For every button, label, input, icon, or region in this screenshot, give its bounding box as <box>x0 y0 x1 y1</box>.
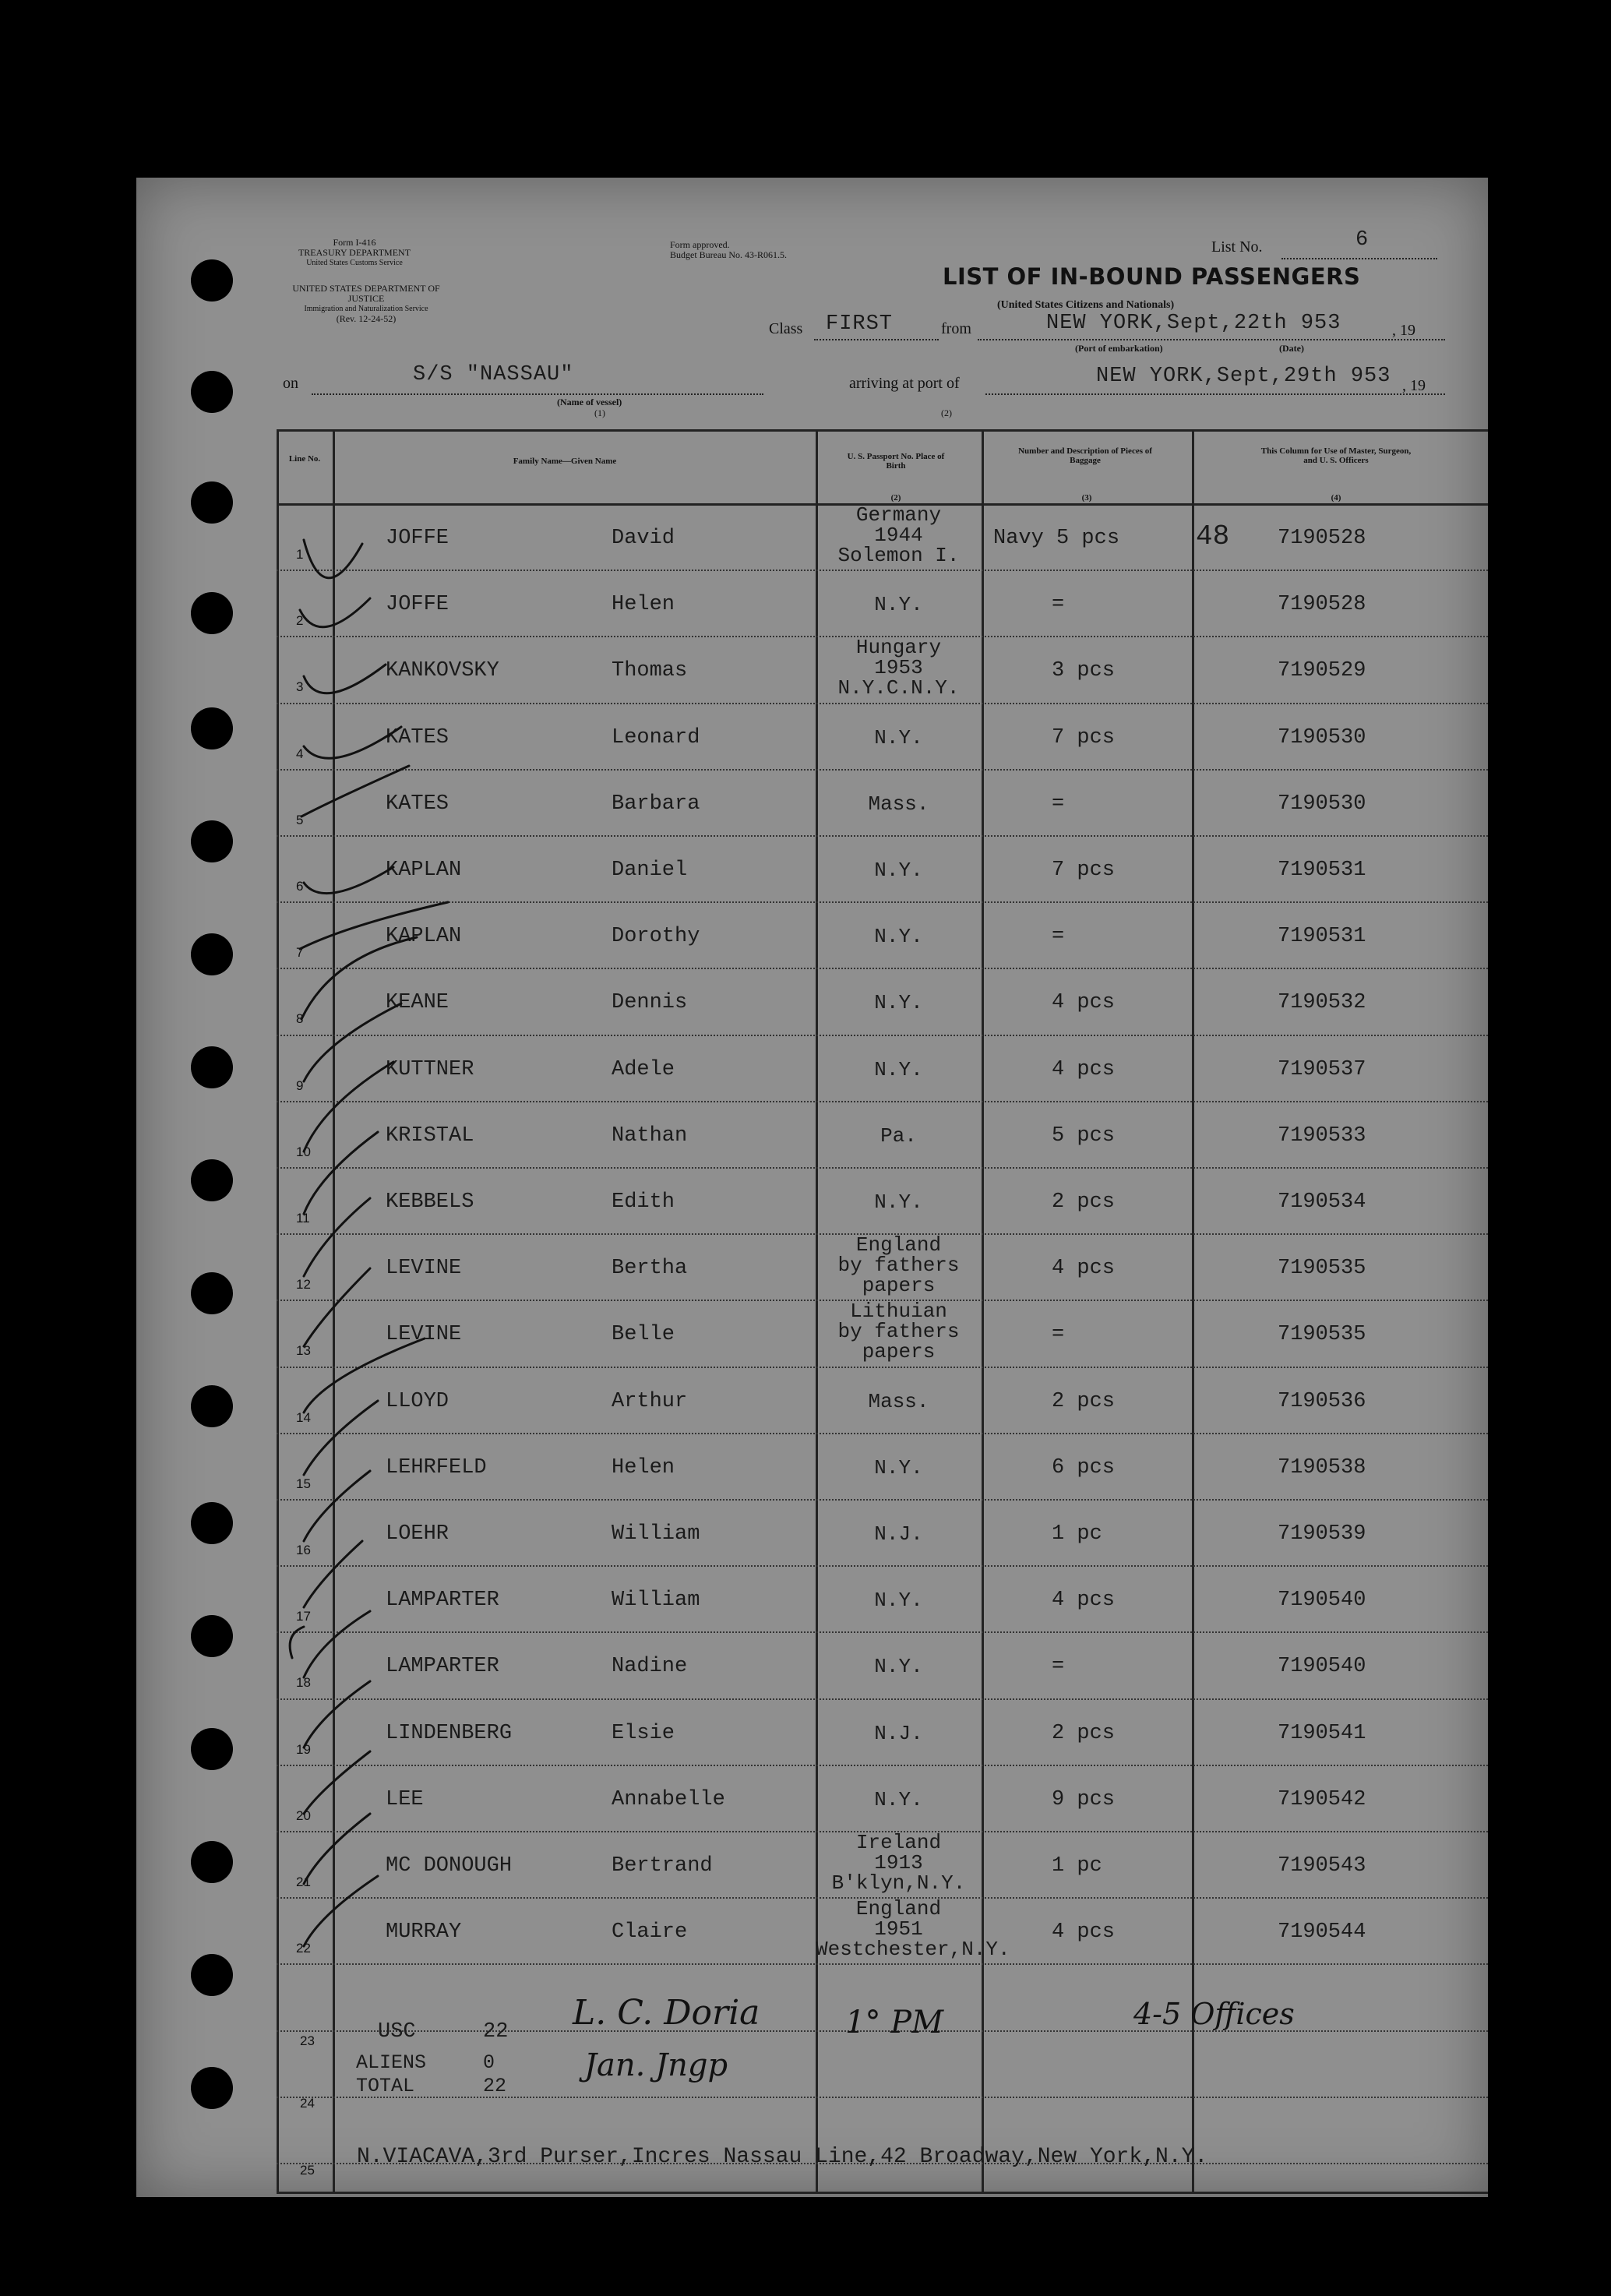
baggage: 4 pcs <box>1052 1057 1116 1081</box>
birth-line: N.Y. <box>874 1655 923 1679</box>
officer-number: 7190528 <box>1278 527 1366 550</box>
birth-line: N.Y. <box>874 925 923 949</box>
col-header-line: Line No. <box>288 454 321 464</box>
birth-line: 1951 <box>874 1917 923 1942</box>
birth-line: N.Y. <box>874 991 923 1015</box>
total-count: 22 <box>483 2075 507 2097</box>
given-name: Daniel <box>612 859 688 882</box>
family-name: LINDENBERG <box>386 1721 513 1745</box>
line-number: 8 <box>296 1011 304 1027</box>
family-name: LOEHR <box>386 1522 449 1546</box>
birth-line: papers <box>862 1274 936 1298</box>
line-number: 2 <box>296 613 304 629</box>
line-number: 18 <box>296 1675 311 1691</box>
line-number: 10 <box>296 1144 311 1159</box>
given-name: Edith <box>612 1190 675 1214</box>
birth-line: 1913 <box>874 1851 923 1875</box>
family-name: LLOYD <box>386 1389 449 1413</box>
officer-number: 7190530 <box>1278 792 1366 816</box>
col-header-officers: This Column for Use of Master, Surgeon, and U. S. Officers <box>1260 446 1412 465</box>
col-header-name: Family Name—Given Name <box>513 457 617 466</box>
given-name: William <box>612 1589 700 1613</box>
birth-line: N.Y. <box>874 593 923 617</box>
line-number-25: 25 <box>300 2163 315 2178</box>
baggage: 4 pcs <box>1052 1257 1116 1281</box>
baggage: = <box>1052 593 1065 617</box>
line-number: 7 <box>296 945 304 961</box>
line-number: 13 <box>296 1343 311 1359</box>
birth-line: 1953 <box>874 656 923 680</box>
baggage: 2 pcs <box>1052 1721 1116 1745</box>
birth-line: papers <box>862 1340 936 1364</box>
birth-line: by fathers <box>837 1320 960 1344</box>
vessel-name: S/S "NASSAU" <box>413 363 574 386</box>
officer-number: 7190536 <box>1278 1389 1366 1413</box>
baggage: 2 pcs <box>1052 1190 1116 1214</box>
family-name: LEVINE <box>386 1257 462 1281</box>
birth-line: B'klyn,N.Y. <box>831 1871 966 1895</box>
given-name: Helen <box>612 1455 675 1480</box>
date-caption: (Date) <box>1279 343 1304 354</box>
birth-line: N.Y. <box>874 1190 923 1214</box>
family-name: LEHRFELD <box>386 1455 487 1480</box>
baggage: 9 pcs <box>1052 1787 1116 1811</box>
family-name: JOFFE <box>386 593 449 617</box>
baggage: 5 pcs <box>1052 1123 1116 1148</box>
given-name: Barbara <box>612 792 700 816</box>
handwritten-signature-1: L. C. Doria <box>573 1993 760 2033</box>
col-header-officers-num: (4) <box>1331 493 1341 503</box>
line-number: 12 <box>296 1277 311 1293</box>
line-number: 22 <box>296 1941 311 1956</box>
line-number: 4 <box>296 746 304 761</box>
usc-label: USC <box>378 2020 416 2044</box>
line-number: 19 <box>296 1741 311 1757</box>
birth-line: N.J. <box>874 1522 923 1546</box>
birth-line: Lithuian <box>850 1300 947 1324</box>
baggage: = <box>1052 1655 1065 1679</box>
officer-number: 7190544 <box>1278 1920 1366 1945</box>
given-name: Bertha <box>612 1257 688 1281</box>
given-name: Belle <box>612 1323 675 1347</box>
family-name: KATES <box>386 792 449 816</box>
on-label: on <box>283 375 298 392</box>
birth-line: England <box>855 1233 942 1257</box>
col-header-passport-num: (2) <box>890 493 901 503</box>
birth-line: Westchester,N.Y. <box>816 1938 1010 1962</box>
line-number: 5 <box>296 812 304 827</box>
officer-number: 7190531 <box>1278 859 1366 882</box>
handwritten-note: 4-5 Offices <box>1133 1997 1295 2031</box>
pen-check-marks <box>136 178 1488 2197</box>
given-name: Nadine <box>612 1655 688 1679</box>
line-number: 3 <box>296 679 304 695</box>
family-name: KAPLAN <box>386 925 462 949</box>
family-name: JOFFE <box>386 527 449 550</box>
officer-number: 7190539 <box>1278 1522 1366 1546</box>
handwritten-signature-2: Jan. Jngp <box>584 2047 728 2083</box>
aliens-label: ALIENS <box>356 2051 427 2074</box>
given-name: William <box>612 1522 700 1546</box>
line-number-24: 24 <box>300 2096 315 2111</box>
page-subtitle: (United States Citizens and Nationals) <box>997 299 1175 311</box>
line-number: 20 <box>296 1808 311 1823</box>
manifest-sheet <box>136 178 1488 2197</box>
family-name: KEBBELS <box>386 1190 474 1214</box>
given-name: Thomas <box>612 659 688 683</box>
given-name: Helen <box>612 593 675 617</box>
officer-number: 7190540 <box>1278 1655 1366 1679</box>
baggage: = <box>1052 925 1065 949</box>
given-name: Dorothy <box>612 925 700 949</box>
baggage: Navy 5 pcs <box>993 527 1120 550</box>
purser-signature-line: N.VIACAVA,3rd Purser,Incres Nassau Line,42 Broadway,New York,N.Y. <box>357 2145 1208 2169</box>
baggage: 2 pcs <box>1052 1389 1116 1413</box>
family-name: LAMPARTER <box>386 1589 499 1613</box>
given-name: Arthur <box>612 1389 688 1413</box>
line-number: 15 <box>296 1476 311 1491</box>
total-label: TOTAL <box>356 2075 415 2097</box>
family-name: KRISTAL <box>386 1123 474 1148</box>
col-header-baggage: Number and Description of Pieces of Baggage <box>1018 446 1152 465</box>
given-name: Leonard <box>612 725 700 749</box>
line-number: 11 <box>296 1211 310 1226</box>
birth-line: N.Y. <box>874 1057 923 1081</box>
baggage: = <box>1052 792 1065 816</box>
officer-number: 7190541 <box>1278 1721 1366 1745</box>
birth-line: N.Y. <box>874 859 923 882</box>
dept-justice: UNITED STATES DEPARTMENT OF JUSTICE <box>292 283 440 304</box>
baggage: 3 pcs <box>1052 659 1116 683</box>
arriving-caption-num: (2) <box>941 407 952 418</box>
officer-number: 7190530 <box>1278 725 1366 749</box>
given-name: Dennis <box>612 991 688 1015</box>
birth-line: N.Y. <box>874 725 923 749</box>
officer-number: 7190540 <box>1278 1589 1366 1613</box>
baggage: 6 pcs <box>1052 1455 1116 1480</box>
line-number: 17 <box>296 1609 311 1624</box>
family-name: KATES <box>386 725 449 749</box>
baggage: 1 pc <box>1052 1854 1102 1878</box>
budget-bureau: Budget Bureau No. 43-R061.5. <box>670 249 787 260</box>
baggage: 7 pcs <box>1052 859 1116 882</box>
form-number: Form I-416 <box>333 237 376 248</box>
col-header-passport: U. S. Passport No. Place of Birth <box>847 452 945 471</box>
baggage: 7 pcs <box>1052 725 1116 749</box>
given-name: Nathan <box>612 1123 688 1148</box>
dept-treasury-sub: United States Customs Service <box>306 259 403 267</box>
vessel-caption: (Name of vessel) <box>557 397 622 407</box>
officer-number: 7190533 <box>1278 1123 1366 1148</box>
birth-line: by fathers <box>837 1254 960 1278</box>
from-value: NEW YORK,Sept,22th 953 <box>1046 312 1341 335</box>
list-no-label: List No. <box>1211 238 1263 256</box>
officer-number: 7190535 <box>1278 1323 1366 1347</box>
arriving-value: NEW YORK,Sept,29th 953 <box>1096 365 1391 388</box>
baggage: 1 pc <box>1052 1522 1102 1546</box>
birth-line: N.Y. <box>874 1589 923 1613</box>
officer-number: 7190538 <box>1278 1455 1366 1480</box>
arriving-label: arriving at port of <box>849 375 960 392</box>
given-name: David <box>612 527 675 550</box>
family-name: KEANE <box>386 991 449 1015</box>
line-number: 1 <box>296 547 304 562</box>
form-approved: Form approved. <box>670 239 730 250</box>
line-number: 6 <box>296 879 304 894</box>
birth-line: Mass. <box>868 1389 929 1413</box>
given-name: Claire <box>612 1920 688 1945</box>
from-label: from <box>941 320 971 337</box>
port-caption: (Port of embarkation) <box>1075 343 1163 354</box>
birth-line: Solemon I. <box>837 544 960 567</box>
given-name: Bertrand <box>612 1854 713 1878</box>
officer-number: 7190531 <box>1278 925 1366 949</box>
baggage: 4 pcs <box>1052 1589 1116 1613</box>
dept-treasury: TREASURY DEPARTMENT <box>298 247 411 258</box>
arriving-year-suffix: , 19 <box>1402 377 1426 394</box>
birth-line: Germany <box>855 503 942 527</box>
line-number: 9 <box>296 1077 304 1093</box>
family-name: KUTTNER <box>386 1057 474 1081</box>
birth-line: N.Y.C.N.Y. <box>837 676 960 700</box>
family-name: LAMPARTER <box>386 1655 499 1679</box>
form-revision: (Rev. 12-24-52) <box>336 313 397 324</box>
birth-line: Pa. <box>880 1123 917 1148</box>
family-name: LEVINE <box>386 1323 462 1347</box>
list-no-value: 6 <box>1355 228 1370 252</box>
family-name: LEE <box>386 1787 424 1811</box>
given-name: Annabelle <box>612 1787 725 1811</box>
birth-line: N.J. <box>874 1721 923 1745</box>
given-name: Elsie <box>612 1721 675 1745</box>
officer-number: 7190529 <box>1278 659 1366 683</box>
class-label: Class <box>769 320 803 337</box>
family-name: MURRAY <box>386 1920 462 1945</box>
baggage: 4 pcs <box>1052 991 1116 1015</box>
family-name: MC DONOUGH <box>386 1854 513 1878</box>
officer-number: 7190534 <box>1278 1190 1366 1214</box>
vessel-caption-num: (1) <box>594 407 605 418</box>
family-name: KANKOVSKY <box>386 659 499 683</box>
handwritten-time: 1° PM <box>845 2005 944 2040</box>
line-number-23: 23 <box>300 2033 315 2048</box>
given-name: Adele <box>612 1057 675 1081</box>
birth-line: N.Y. <box>874 1455 923 1480</box>
family-name: KAPLAN <box>386 859 462 882</box>
baggage: = <box>1052 1323 1065 1347</box>
officer-number: 7190528 <box>1278 593 1366 617</box>
officer-number: 7190537 <box>1278 1057 1366 1081</box>
line-number: 16 <box>296 1543 311 1557</box>
annotation-number: 48 <box>1196 520 1230 552</box>
birth-line: N.Y. <box>874 1787 923 1811</box>
line-number: 21 <box>296 1875 311 1889</box>
class-value: FIRST <box>826 312 894 336</box>
page-title: LIST OF IN-BOUND PASSENGERS <box>943 263 1361 290</box>
baggage: 4 pcs <box>1052 1920 1116 1945</box>
birth-line: 1944 <box>874 524 923 547</box>
line-number: 14 <box>296 1409 311 1425</box>
officer-number: 7190543 <box>1278 1854 1366 1878</box>
birth-line: England <box>855 1897 942 1921</box>
col-header-baggage-num: (3) <box>1081 493 1092 503</box>
birth-line: Hungary <box>855 636 942 660</box>
officer-number: 7190535 <box>1278 1257 1366 1281</box>
usc-count: 22 <box>483 2020 509 2044</box>
birth-line: Mass. <box>868 792 929 816</box>
birth-line: Ireland <box>855 1831 942 1854</box>
aliens-count: 0 <box>483 2051 495 2074</box>
officer-number: 7190532 <box>1278 991 1366 1015</box>
from-year-suffix: , 19 <box>1392 322 1415 339</box>
dept-justice-sub: Immigration and Naturalization Service <box>304 305 428 313</box>
officer-number: 7190542 <box>1278 1787 1366 1811</box>
